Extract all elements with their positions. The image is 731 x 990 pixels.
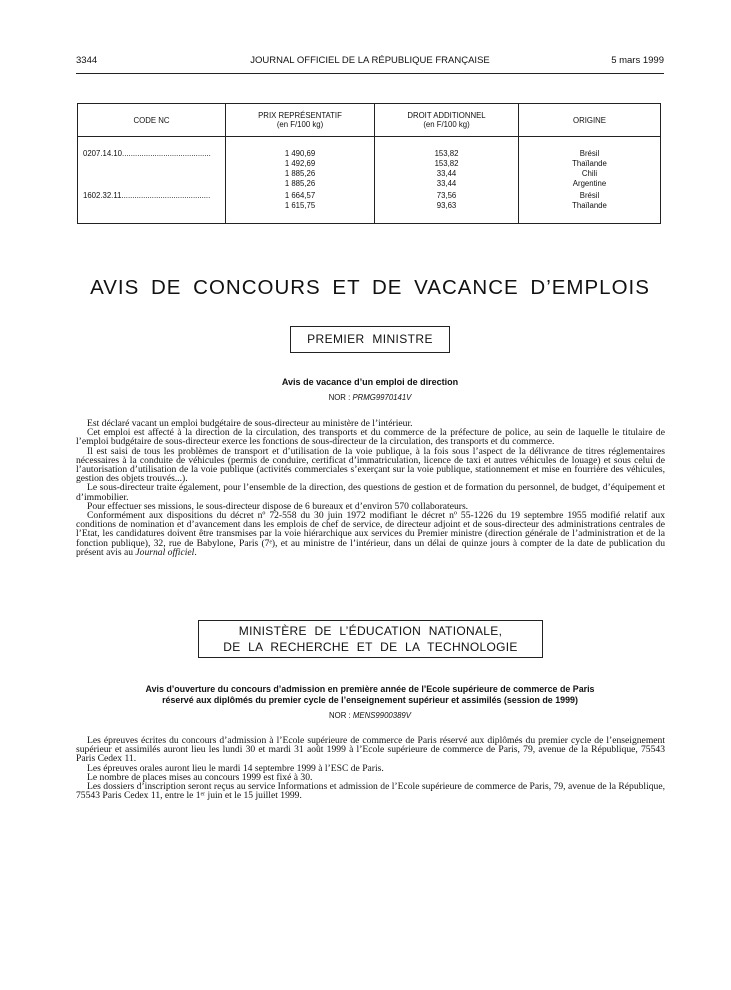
nor-reference: NOR : MENS9900389V xyxy=(329,711,411,720)
nor-reference: NOR : PRMG9970141V xyxy=(328,393,412,402)
header-rule xyxy=(76,73,664,74)
column-header-code-nc: CODE NC xyxy=(78,104,226,137)
paragraph: Le sous-directeur traite également, pour l’ensemble de la direction, des questions de gestion et de formation du personnel, de budget, d’équipement et d’immobilier. xyxy=(76,482,665,503)
notice-title-concours: Avis d’ouverture du concours d’admission en première année de l’Ecole supérieure de commerce de Paris réservé aux diplômés du premier cycle de l’enseignement supérieur et assimilés (session de 1999) xyxy=(145,684,595,705)
publication-title: JOURNAL OFFICIEL DE LA RÉPUBLIQUE FRANÇAISE xyxy=(250,55,490,66)
table-row xyxy=(78,189,661,224)
droit-cell: 153,82 153,82 33,44 33,44 xyxy=(375,137,519,190)
code-cell: 1602.32.11......................................... xyxy=(78,189,226,224)
paragraph: Conformément aux dispositions du décret nº 72-558 du 30 juin 1972 modifiant le décret nº 55-1226 du 19 septembre 1955 modifié relatif aux conditions de nomination et d’avancement dans les emplois de chef de service, de directeur adjoint et de sous-directeur des administrations centrales de l’Etat, les candidatures doivent être transmises par la voie hiérarchique aux services du Premier ministre (direction générale de l’administration et de la fonction publique), 32, rue de Babylone, Paris (7ᵉ), et au ministre de l’intérieur, dans un délai de quinze jours à compter de la date de publication du présent avis au Journal officiel. xyxy=(76,510,665,558)
paragraph: Cet emploi est affecté à la direction de la circulation, des transports et du commerce de la préfecture de police, au sein de laquelle le titulaire de l’emploi budgétaire de sous-directeur exerce les fonctions de sous-directeur de la circulation, des transports et du commerce. xyxy=(76,427,665,448)
journal-officiel-reference: Journal officiel xyxy=(135,546,195,558)
table-header-row xyxy=(78,104,661,137)
ministry-box-education: MINISTÈRE DE L’ÉDUCATION NATIONALE, DE LA RECHERCHE ET DE LA TECHNOLOGIE xyxy=(198,620,543,658)
tariff-table xyxy=(77,103,661,224)
paragraph: Est déclaré vacant un emploi budgétaire de sous-directeur au ministère de l’intérieur. xyxy=(87,418,413,429)
nor-code: PRMG9970141V xyxy=(352,393,412,402)
nor-code: MENS9900389V xyxy=(352,711,411,720)
paragraph: Pour effectuer ses missions, le sous-directeur dispose de 6 bureaux et d’environ 570 collaborateurs. xyxy=(87,500,469,512)
code-cell: 0207.14.10......................................... xyxy=(78,137,226,190)
prix-cell: 1 490,69 1 492,69 1 885,26 1 885,26 xyxy=(226,137,375,190)
column-header-droit: DROIT ADDITIONNEL (en F/100 kg) xyxy=(375,104,519,137)
paragraph: Il est saisi de tous les problèmes de transport et d’utilisation de la voie publique, à la fois sous l’aspect de la délivrance de titres réglementaires nécessaires à la conduite de véhicules (permis de conduire, certificat d’immatriculation, licence de taxi et autres véhicules de louage) et sous celui de l’autorisation d’utilisation de la voie publique (activités commerciales s’exerçant sur la voie publique, stationnement et mise en fourrière des véhicules, gestion des objets trouvés...). xyxy=(76,445,665,485)
notice-body-vacance xyxy=(76,419,665,557)
page-number: 3344 xyxy=(76,55,98,66)
paragraph: Les dossiers d’inscription seront reçus au service Informations et admission de l’Ecole supérieure de commerce de Paris, 79, avenue de la République, 75543 Paris Cedex 11, entre le 1ᵉʳ juin et le 15 juillet 1999. xyxy=(76,781,665,802)
notice-title-vacance: Avis de vacance d’un emploi de direction xyxy=(281,377,459,387)
ministry-box-premier-ministre: PREMIER MINISTRE xyxy=(290,326,450,353)
paragraph: Les épreuves écrites du concours d’admission à l’Ecole supérieure de commerce de Paris réservé aux diplômés du premier cycle de l’enseignement supérieur et assimilés auront lieu les lundi 30 et mardi 31 août 1999 à l’Ecole supérieure de commerce de Paris, 79, avenue de la République, 75543 Paris Cedex 11. xyxy=(76,735,665,765)
notice-body-concours xyxy=(76,736,665,800)
table-row xyxy=(78,137,661,190)
publication-date: 5 mars 1999 xyxy=(611,55,664,66)
column-header-prix: PRIX REPRÉSENTATIF (en F/100 kg) xyxy=(226,104,375,137)
origine-cell: Brésil Thaïlande xyxy=(519,189,661,224)
paragraph: Le nombre de places mises au concours 1999 est fixé à 30. xyxy=(87,771,313,783)
page-header xyxy=(76,55,664,69)
prix-cell: 1 664,57 1 615,75 xyxy=(226,189,375,224)
paragraph: Les épreuves orales auront lieu le mardi 14 septembre 1999 à l’ESC de Paris. xyxy=(87,762,384,774)
origine-cell: Brésil Thaïlande Chili Argentine xyxy=(519,137,661,190)
main-title: AVIS DE CONCOURS ET DE VACANCE D’EMPLOIS xyxy=(90,276,650,299)
column-header-origine: ORIGINE xyxy=(519,104,661,137)
droit-cell: 73,56 93,63 xyxy=(375,189,519,224)
